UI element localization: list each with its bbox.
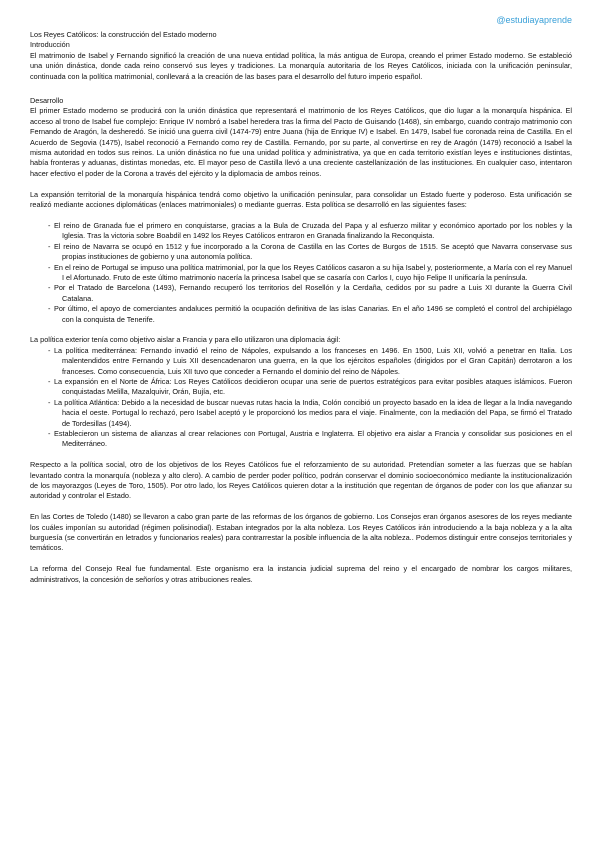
list-item: - Establecieron un sistema de alianzas al crear relaciones con Portugal, Austria e Inglaterra. El objetivo era aislar a Francia y consolidar sus posiciones en el Mediterráneo. (30, 429, 572, 450)
document-body (30, 30, 572, 585)
list-item: - La expansión en el Norte de África: Los Reyes Católicos decidieron ocupar una serie de puertos estratégicos para evitar posibles ataques islámicos. Fueron conquistadas Melilla, Mazalquivir, Orán, Bujía, etc. (30, 377, 572, 398)
cortes-paragraph: En las Cortes de Toledo (1480) se llevaron a cabo gran parte de las reformas de los órganos de gobierno. Los Consejos eran órganos asesores de los reyes mediante los cuáles imponían su autoridad (régimen polisinodial). Estaban integrados por la alta nobleza. Los Reyes Católicos irán introduciendo a la baja nobleza y a la alta burguesía (se convertirán en letrados y funcionarios reales) para contrarrestar la posible influencia de la alta nobleza.. Podemos distinguir entre consejos territoriales y temáticos. (30, 512, 572, 553)
list-item: - Por último, el apoyo de comerciantes andaluces permitió la ocupación definitiva de las islas Canarias. En el año 1496 se completó el control del archipiélago con la conquista de Tenerife. (30, 304, 572, 325)
development-heading: Desarrollo (30, 96, 64, 106)
phases-list (30, 221, 572, 325)
document-title: Los Reyes Católicos: la construcción del Estado moderno (30, 30, 217, 39)
list-item: - El reino de Granada fue el primero en conquistarse, gracias a la Bula de Cruzada del Papa y al esfuerzo militar y económico aportado por los nobles y la Iglesia. Tras la victoria sobre Boabdil en 1492 los Reyes Católicos entraron en Granada finalizando la Reconquista. (30, 221, 572, 242)
author-handle: @estudiayaprende (496, 15, 572, 25)
intro-heading: Introducción (30, 40, 70, 50)
list-item: - El reino de Navarra se ocupó en 1512 y fue incorporado a la Corona de Castilla en las Cortes de Burgos de 1515. Se aceptó que Navarra conservase sus propias instituciones de gobierno y una autonomía política. (30, 242, 572, 263)
list-item: - La política mediterránea: Fernando invadió el reino de Nápoles, expulsando a los franceses en 1496. En 1500, Luis XII, volvió a penetrar en Italia. Los malentendidos entre Fernando y Luis XII desencadenaron una guerra, en la que los ejércitos españoles (dirigidos por el Gran Capitán) derrotaron a los franceses. Como consecuencia, Luis XII tuvo que conceder a Fernando el dominio del reino de Nápoles. (30, 346, 572, 377)
foreign-policy-list (30, 346, 572, 450)
list-item: - En el reino de Portugal se impuso una política matrimonial, por la que los Reyes Católicos casaron a su hija Isabel y, posteriormente, a María con el rey Manuel I el Afortunado. Fruto de este último matrimonio nacería la princesa Isabel que se casaría con Carlos I, cuyo hijo Felipe II unificaría la península. (30, 263, 572, 284)
foreign-policy-paragraph: La política exterior tenía como objetivo aislar a Francia y para ello utilizaron una diplomacia ágil: (30, 335, 341, 345)
list-item: - La política Atlántica: Debido a la necesidad de buscar nuevas rutas hacia la India, Colón concibió un proyecto basado en la idea de llegar a la India navegando hacia el oeste. Portugal lo rechazó, pero Isabel aceptó y le proporcionó los medios para el viaje. Finalmente, con la mediación del Papa, se firmó el Tratado de Tordesillas (1494). (30, 398, 572, 429)
council-paragraph: La reforma del Consejo Real fue fundamental. Este organismo era la instancia judicial suprema del reino y el encargado de nombrar los cargos militares, administrativos, la concesión de señoríos y otras atribuciones reales. (30, 564, 572, 584)
list-item: - Por el Tratado de Barcelona (1493), Fernando recuperó los territorios del Rosellón y la Cerdaña, cedidos por su padre a Luis XI durante la Guerra Civil Catalana. (30, 283, 572, 304)
intro-paragraph: El matrimonio de Isabel y Fernando significó la creación de una nueva entidad política, la más antigua de Europa, creando el primer Estado moderno. Se estableció una unión dinástica, donde cada reino conservó sus leyes y tradiciones. La monarquía autoritaria de los Reyes Católicos, iniciada con la unificación peninsular, continuada con la política matrimonial, conllevará a la creación de las bases para el desarrollo del futuro imperio español. (30, 50, 572, 81)
social-policy-paragraph: Respecto a la política social, otro de los objetivos de los Reyes Católicos fue el reforzamiento de su autoridad. Pretendían someter a las fuerzas que se habían levantado contra la monarquía (nobleza y alto clero). A cambio de perder poder político, podrán conservar el dominio socioeconómico mediante la institucionalización de los mayorazgos (Leyes de Toro, 1505). Por otro lado, los Reyes Católicos quieren dotar a la institución que regentan de órganos de poder con los que afianzar su autoridad y controlar el Estado. (30, 460, 572, 501)
development-paragraph: El primer Estado moderno se producirá con la unión dinástica que representará el matrimonio de los Reyes Católicos, que dio lugar a la monarquía hispánica. El acceso al trono de Isabel fue complejo: Enrique IV nombró a Isabel heredera tras la firma del Pacto de Guisando (1468), sin embargo, cuando contrajo matrimonio con Fernando de Aragón, la desheredó. Se inició una guerra civil (1474-79) entre Juana (hija de Enrique IV) e Isabel. En 1479, Isabel fue coronada reina de Castilla. En el Acuerdo de Segovia (1475), Isabel reconoció a Fernando como rey de Castilla. Fernando, por su parte, al convertirse en rey de Aragón (1479) reconoció a Isabel la misma autoridad en todos sus reinos. La unión dinástica no fue una unidad política y administrativa, ya que en cada territorio existían leyes e instituciones distintas, había fronteras y aduanas, distintas monedas, etc. El mayor peso de Castilla llevó a una creciente castellanización de las instituciones. En cualquier caso, intentaron hacer efectivo el poder de la Corona a través del ejército y la diplomacia de ambos reinos. (30, 106, 572, 178)
expansion-paragraph: La expansión territorial de la monarquía hispánica tendrá como objetivo la unificación peninsular, para consolidar un Estado fuerte y poderoso. Esta unificación se realizó mediante acciones diplomáticas (enlaces matrimoniales) o mediante guerras. Esta política se desarrolló en las siguientes fases: (30, 189, 572, 210)
